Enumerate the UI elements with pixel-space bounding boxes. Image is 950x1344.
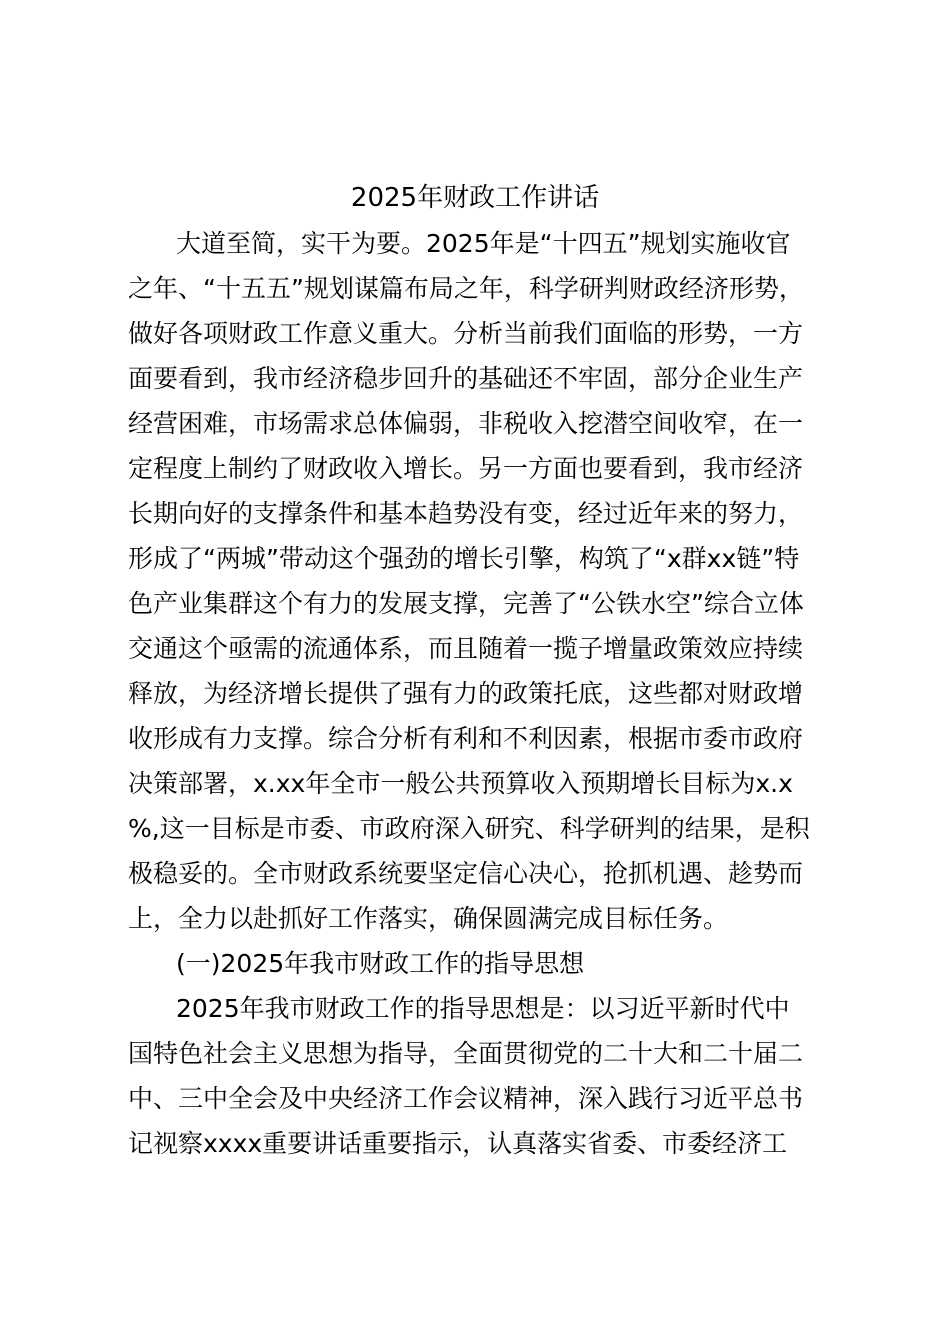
- text-line: 形成了“两城”带动这个强劲的增长引擎，构筑了“x群xx链”特: [128, 544, 800, 573]
- text-line: 释放，为经济增长提供了强有力的政策托底，这些都对财政增: [128, 679, 804, 708]
- text-line: 国特色社会主义思想为指导，全面贯彻党的二十大和二十届二: [128, 1039, 804, 1068]
- text-line: %,这一目标是市委、市政府深入研究、科学研判的结果，是积: [128, 814, 810, 843]
- section-heading: (一)2025年我市财政工作的指导思想: [176, 949, 585, 978]
- text-line: 交通这个亟需的流通体系，而且随着一揽子增量政策效应持续: [128, 634, 804, 663]
- text-line: 上，全力以赴抓好工作落实，确保圆满完成目标任务。: [128, 904, 729, 933]
- text-line: 经营困难，市场需求总体偏弱，非税收入挖潜空间收窄，在一: [128, 409, 804, 438]
- text-line: 中、三中全会及中央经济工作会议精神，深入践行习近平总书: [128, 1084, 804, 1113]
- text-line: 面要看到，我市经济稳步回升的基础还不牢固，部分企业生产: [128, 364, 804, 393]
- text-line: 大道至简，实干为要。2025年是“十四五”规划实施收官: [176, 229, 791, 258]
- text-line: 记视察xxxx重要讲话重要指示，认真落实省委、市委经济工: [128, 1129, 788, 1158]
- text-line: 长期向好的支撑条件和基本趋势没有变，经过近年来的努力，: [128, 499, 804, 528]
- text-line: 收形成有力支撑。综合分析有利和不利因素，根据市委市政府: [128, 724, 804, 753]
- document-title: 2025年财政工作讲话: [350, 183, 600, 213]
- text-line: 做好各项财政工作意义重大。分析当前我们面临的形势，一方: [128, 319, 804, 348]
- text-line: 色产业集群这个有力的发展支撑，完善了“公铁水空”综合立体: [128, 589, 804, 618]
- text-line: 决策部署，x.xx年全市一般公共预算收入预期增长目标为x.x: [128, 769, 793, 798]
- text-line: 之年、“十五五”规划谋篇布局之年，科学研判财政经济形势，: [128, 274, 804, 303]
- text-line: 定程度上制约了财政收入增长。另一方面也要看到，我市经济: [128, 454, 804, 483]
- text-line: 2025年我市财政工作的指导思想是：以习近平新时代中: [176, 994, 790, 1023]
- text-line: 极稳妥的。全市财政系统要坚定信心决心，抢抓机遇、趁势而: [128, 859, 804, 888]
